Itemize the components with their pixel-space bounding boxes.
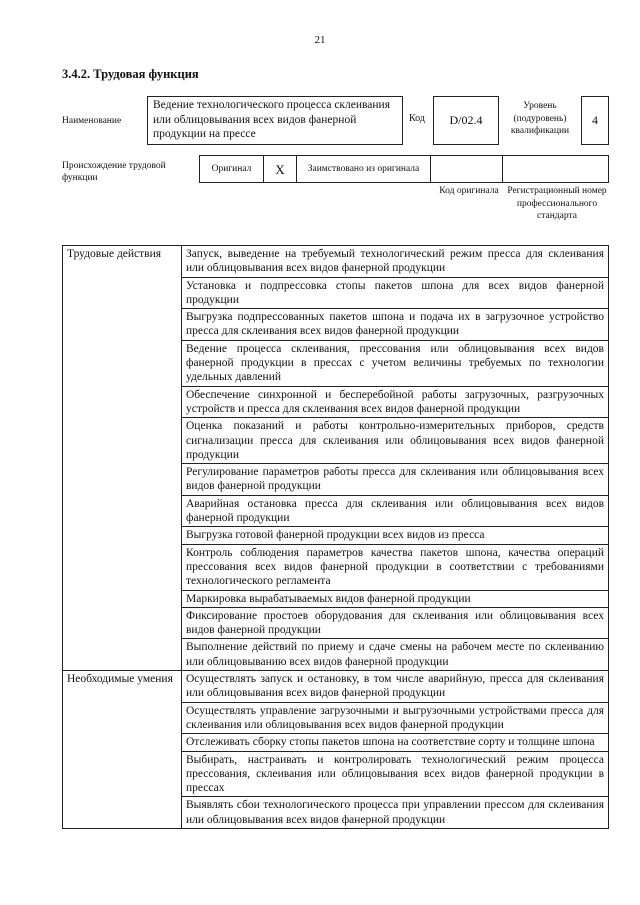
item-cell: Установка и подпрессовка стопы пакетов шпона для всех видов фанерной продукции	[182, 277, 609, 309]
code-original-label: Код оригинала	[439, 186, 499, 196]
item-cell: Осуществлять запуск и остановку, в том числе аварийную, пресса для склеивания или облицовывания всех видов фанерной продукции	[182, 671, 609, 703]
item-cell: Выгрузка подпрессованных пакетов шпона и подача их в загрузочное устройство пресса для склеивания всех видов фанерной продукции	[182, 309, 609, 341]
item-cell: Выгрузка готовой фанерной продукции всех видов из пресса	[182, 527, 609, 544]
function-name-box: Ведение технологического процесса склеивания или облицовывания всех видов фанерной продукции на прессе	[147, 96, 403, 145]
item-cell: Запуск, выведение на требуемый технологический режим пресса для склеивания или облицовывания всех видов фанерной продукции	[182, 246, 609, 278]
code-value: D/02.4	[449, 113, 483, 127]
section-title: 3.4.2. Трудовая функция	[62, 67, 199, 81]
code-label: Код	[409, 113, 425, 124]
item-cell: Регулирование параметров работы пресса для склеивания или облицовывания всех видов фанерной продукции	[182, 464, 609, 496]
origin-label: Происхождение трудовой функции	[62, 161, 166, 183]
name-label: Наименование	[62, 116, 122, 126]
category-cell: Необходимые умения	[63, 671, 182, 829]
level-label: Уровень (подуровень) квалификации	[510, 101, 570, 136]
reg-number-label: Регистрационный номер профессионального стандарта	[507, 186, 607, 221]
item-cell: Оценка показаний и работы контрольно-измерительных приборов, средств сигнализации пресса для склеивания или облицовывания всех видов фанерной продукции	[182, 418, 609, 464]
page-number: 21	[314, 34, 326, 46]
item-cell: Аварийная остановка пресса для склеивания или облицовывания всех видов фанерной продукции	[182, 495, 609, 527]
table-row	[63, 671, 609, 703]
original-cell: Оригинал	[199, 155, 263, 183]
item-cell: Обеспечение синхронной и бесперебойной работы загрузочных, разгрузочных устройств и пресса для склеивания всех видов фанерной продукции	[182, 386, 609, 418]
item-cell: Фиксирование простоев оборудования для склеивания или облицовывания всех видов фанерной продукции	[182, 607, 609, 639]
item-cell: Ведение процесса склеивания, прессования или облицовывания всех видов фанерной продукции в прессах с учетом величины требуемых по технологии удельных давлений	[182, 340, 609, 386]
item-cell: Отслеживать сборку стопы пакетов шпона на соответствие сорту и толщине шпона	[182, 734, 609, 751]
item-cell: Выбирать, настраивать и контролировать технологический режим процесса прессования, склеивания или облицовывания всех видов фанерной продукции в прессах	[182, 751, 609, 797]
requirements-table	[62, 245, 609, 829]
reg-number-cell	[502, 155, 609, 183]
code-box	[433, 96, 499, 145]
item-cell: Выявлять сбои технологического процесса при управлении прессом для склеивания или облицовывания всех видов фанерной продукции	[182, 797, 609, 829]
item-cell: Маркировка вырабатываемых видов фанерной продукции	[182, 590, 609, 607]
level-box	[581, 96, 609, 145]
level-value: 4	[592, 113, 598, 127]
item-cell: Выполнение действий по приему и сдаче смены на рабочем месте по склеиванию или облицовыванию всех видов фанерной продукции	[182, 639, 609, 671]
code-original-cell	[430, 155, 502, 183]
origin-row	[199, 155, 609, 183]
table-row	[63, 246, 609, 278]
item-cell: Осуществлять управление загрузочными и выгрузочными устройствами пресса для склеивания или облицовывания всех видов фанерной продукции	[182, 702, 609, 734]
item-cell: Контроль соблюдения параметров качества пакетов шпона, качества операций прессования всех видов фанерной продукции в соответствии с требованиями технологического регламента	[182, 544, 609, 590]
category-cell: Трудовые действия	[63, 246, 182, 671]
borrowed-cell: Заимствовано из оригинала	[296, 155, 430, 183]
original-mark-cell: X	[263, 155, 296, 183]
